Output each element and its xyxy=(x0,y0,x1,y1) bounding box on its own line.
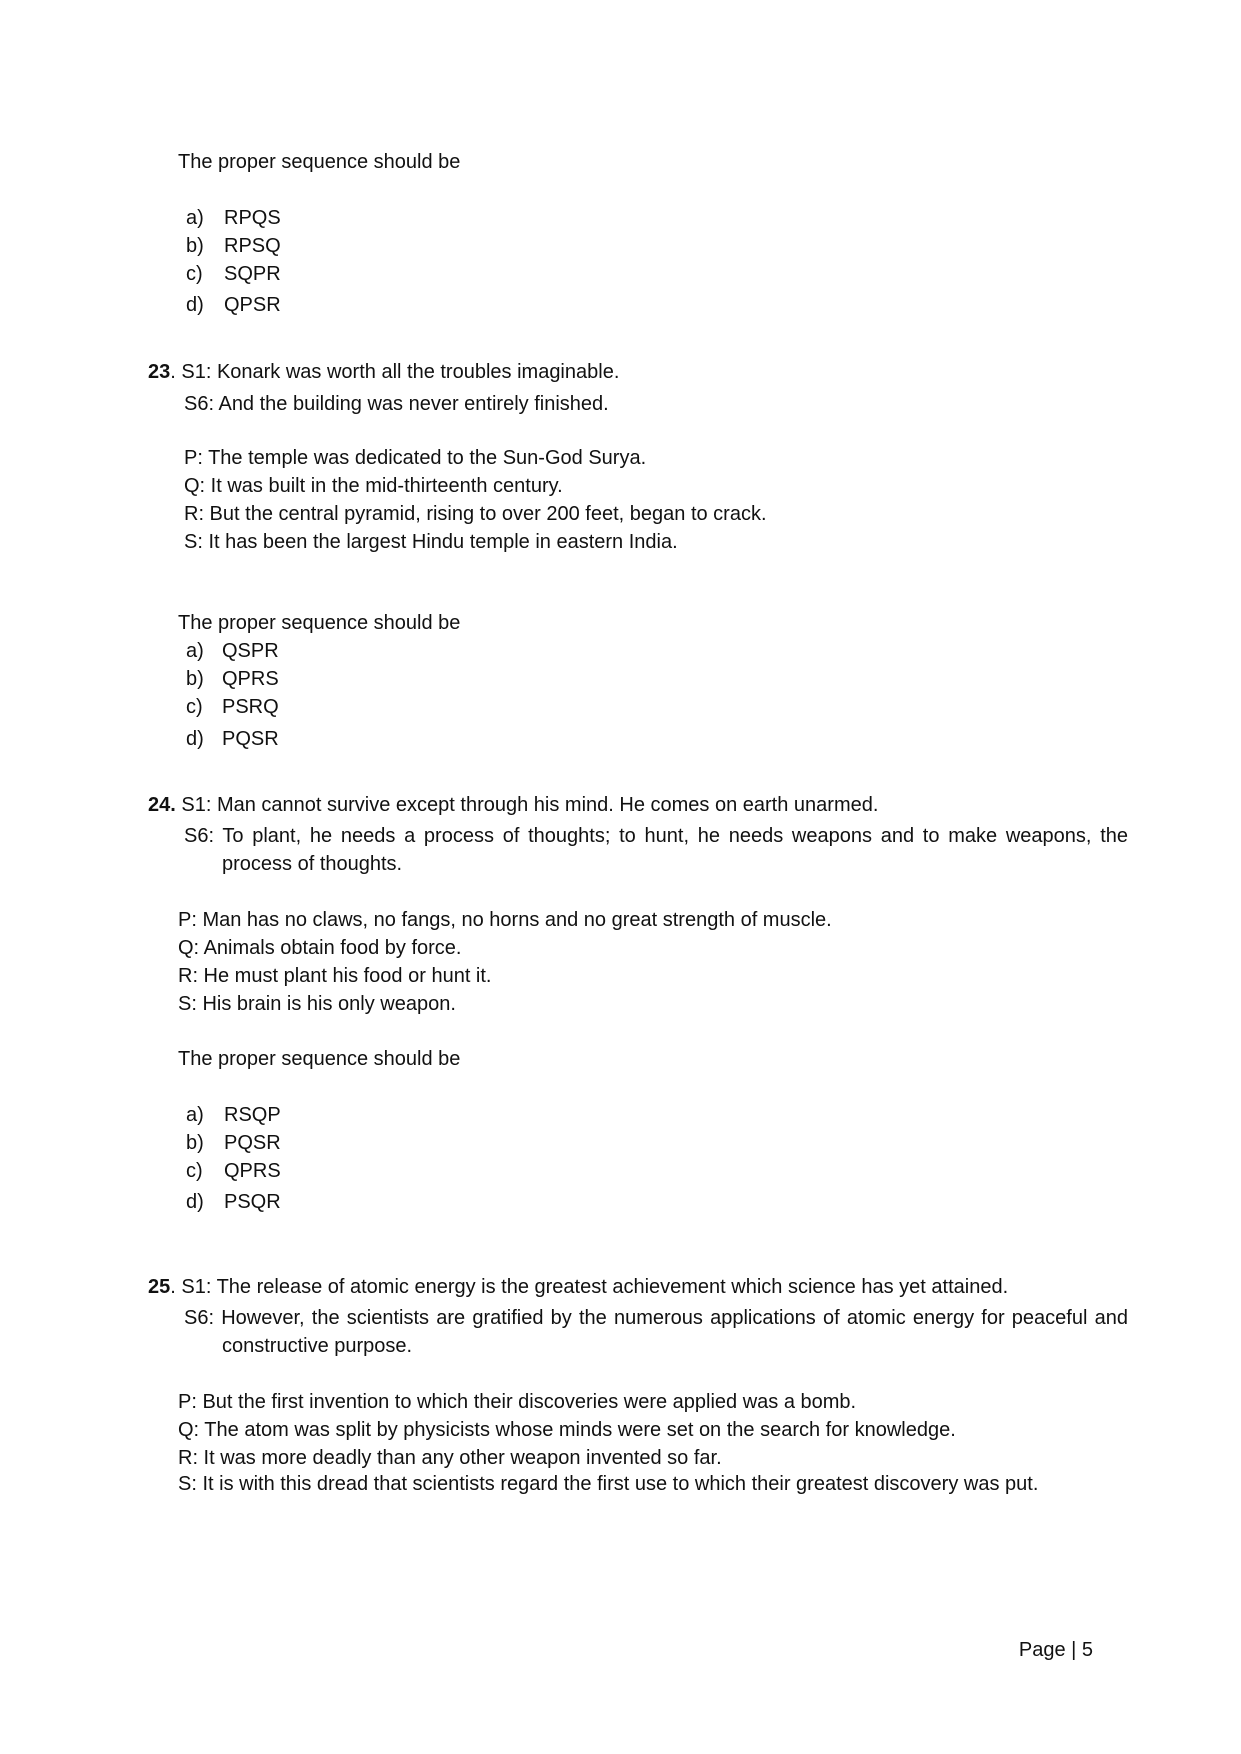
q22-option-c[interactable] xyxy=(186,262,281,286)
q25-s1 xyxy=(148,1275,1008,1299)
option-text: PQSR xyxy=(224,1132,281,1154)
q25-number: 25 xyxy=(148,1276,171,1298)
option-letter: c) xyxy=(186,263,203,285)
q24-option-a[interactable] xyxy=(186,1103,281,1127)
q24-option-c[interactable] xyxy=(186,1159,281,1183)
q23-option-b[interactable] xyxy=(186,667,279,691)
q24-sentence-r: R: He must plant his food or hunt it. xyxy=(178,965,492,987)
q24-number: 24. xyxy=(148,794,176,816)
q23-s1-text: . S1: Konark was worth all the troubles imaginable. xyxy=(170,361,620,383)
q23-sentence-r: R: But the central pyramid, rising to over 200 feet, began to crack. xyxy=(184,503,767,525)
q24-prompt: The proper sequence should be xyxy=(178,1048,461,1070)
option-text: RPQS xyxy=(224,207,281,229)
q24-sentence-s: S: His brain is his only weapon. xyxy=(178,993,456,1015)
q23-s6: S6: And the building was never entirely finished. xyxy=(184,393,609,415)
option-text: QPSR xyxy=(224,294,281,316)
option-text: SQPR xyxy=(224,263,281,285)
option-text: PQSR xyxy=(222,728,279,750)
option-letter: a) xyxy=(186,1104,204,1126)
q23-prompt: The proper sequence should be xyxy=(178,612,461,634)
page-number: Page | 5 xyxy=(1018,1639,1093,1661)
q24-sentence-q: Q: Animals obtain food by force. xyxy=(178,937,462,959)
q23-number: 23 xyxy=(148,361,171,383)
q24-option-b[interactable] xyxy=(186,1131,281,1155)
q24-sentence-p: P: Man has no claws, no fangs, no horns and no great strength of muscle. xyxy=(178,909,832,931)
q23-sentence-q: Q: It was built in the mid-thirteenth century. xyxy=(184,475,563,497)
option-letter: a) xyxy=(186,640,204,662)
q23-option-a[interactable] xyxy=(186,639,279,663)
q22-option-d[interactable] xyxy=(186,293,281,317)
q25-s1-text: . S1: The release of atomic energy is the greatest achievement which science has yet attained. xyxy=(170,1276,1009,1298)
option-text: RSQP xyxy=(224,1104,281,1126)
q25-s6: S6: However, the scientists are gratified by the numerous applications of atomic energy for peaceful and constructive purpose. xyxy=(184,1307,1128,1357)
option-text: QPRS xyxy=(222,668,279,690)
option-text: PSQR xyxy=(224,1191,281,1213)
option-letter: d) xyxy=(186,294,204,316)
option-letter: d) xyxy=(186,728,204,750)
q25-sentence-r: R: It was more deadly than any other weapon invented so far. xyxy=(178,1447,722,1469)
option-text: RPSQ xyxy=(224,235,281,257)
q25-sentence-p: P: But the first invention to which their discoveries were applied was a bomb. xyxy=(178,1391,857,1413)
q22-option-a[interactable] xyxy=(186,206,281,230)
q24-s1 xyxy=(148,793,878,817)
option-letter: b) xyxy=(186,1132,204,1154)
option-letter: d) xyxy=(186,1191,204,1213)
q22-option-b[interactable] xyxy=(186,234,281,258)
q22-prompt: The proper sequence should be xyxy=(178,151,461,173)
q24-s6: S6: To plant, he needs a process of thoughts; to hunt, he needs weapons and to make weapons, the process of thoughts. xyxy=(184,825,1128,875)
option-letter: c) xyxy=(186,1160,203,1182)
option-letter: c) xyxy=(186,696,203,718)
q25-sentence-s: S: It is with this dread that scientists regard the first use to which their greatest discovery was put. xyxy=(178,1473,1039,1495)
q24-option-d[interactable] xyxy=(186,1190,281,1214)
option-letter: b) xyxy=(186,668,204,690)
q23-sentence-s: S: It has been the largest Hindu temple in eastern India. xyxy=(184,531,678,553)
option-text: PSRQ xyxy=(222,696,279,718)
q25-sentence-q: Q: The atom was split by physicists whose minds were set on the search for knowledge. xyxy=(178,1419,956,1441)
q23-s1 xyxy=(148,360,619,384)
q23-option-d[interactable] xyxy=(186,727,279,751)
option-letter: b) xyxy=(186,235,204,257)
option-text: QSPR xyxy=(222,640,279,662)
q23-sentence-p: P: The temple was dedicated to the Sun-God Surya. xyxy=(184,447,647,469)
option-letter: a) xyxy=(186,207,204,229)
option-text: QPRS xyxy=(224,1160,281,1182)
q24-s1-text: S1: Man cannot survive except through his mind. He comes on earth unarmed. xyxy=(175,794,879,816)
q23-option-c[interactable] xyxy=(186,695,279,719)
